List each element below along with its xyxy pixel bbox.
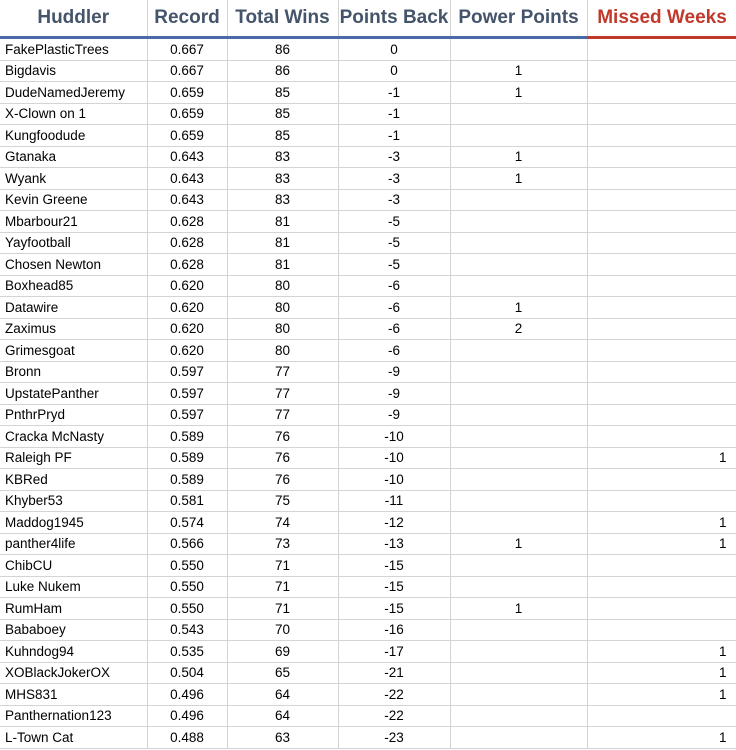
cell-power-points[interactable]: 1 xyxy=(450,168,587,190)
cell-points-back[interactable]: -3 xyxy=(338,146,450,168)
cell-record[interactable]: 0.667 xyxy=(147,60,227,82)
cell-huddler[interactable]: Raleigh PF xyxy=(0,447,147,469)
cell-huddler[interactable]: Bigdavis xyxy=(0,60,147,82)
cell-record[interactable]: 0.589 xyxy=(147,469,227,491)
cell-missed-weeks[interactable] xyxy=(587,705,736,727)
cell-missed-weeks[interactable] xyxy=(587,189,736,211)
cell-total-wins[interactable]: 83 xyxy=(227,189,338,211)
cell-total-wins[interactable]: 63 xyxy=(227,727,338,749)
table-row xyxy=(0,318,736,340)
cell-total-wins[interactable]: 80 xyxy=(227,275,338,297)
cell-power-points[interactable] xyxy=(450,512,587,534)
cell-power-points[interactable] xyxy=(450,340,587,362)
table-row xyxy=(0,598,736,620)
cell-power-points[interactable] xyxy=(450,103,587,125)
cell-missed-weeks[interactable]: 1 xyxy=(587,641,736,663)
cell-total-wins[interactable]: 77 xyxy=(227,383,338,405)
cell-missed-weeks[interactable] xyxy=(587,82,736,104)
cell-total-wins[interactable]: 76 xyxy=(227,426,338,448)
cell-huddler[interactable]: Wyank xyxy=(0,168,147,190)
cell-power-points[interactable]: 1 xyxy=(450,297,587,319)
cell-record[interactable]: 0.659 xyxy=(147,103,227,125)
cell-power-points[interactable] xyxy=(450,426,587,448)
cell-power-points[interactable] xyxy=(450,619,587,641)
cell-missed-weeks[interactable] xyxy=(587,576,736,598)
cell-huddler[interactable]: KBRed xyxy=(0,469,147,491)
cell-total-wins[interactable]: 80 xyxy=(227,318,338,340)
cell-power-points[interactable] xyxy=(450,383,587,405)
table-row xyxy=(0,38,736,61)
cell-power-points[interactable] xyxy=(450,254,587,276)
table-row xyxy=(0,60,736,82)
cell-points-back[interactable]: -12 xyxy=(338,512,450,534)
cell-huddler[interactable]: Zaximus xyxy=(0,318,147,340)
cell-points-back[interactable]: -9 xyxy=(338,404,450,426)
table-row xyxy=(0,404,736,426)
cell-huddler[interactable]: Bababoey xyxy=(0,619,147,641)
header-record[interactable]: Record xyxy=(147,0,227,38)
cell-huddler[interactable]: Grimesgoat xyxy=(0,340,147,362)
cell-huddler[interactable]: Bronn xyxy=(0,361,147,383)
cell-points-back[interactable]: -15 xyxy=(338,555,450,577)
cell-record[interactable]: 0.496 xyxy=(147,705,227,727)
cell-record[interactable]: 0.643 xyxy=(147,189,227,211)
cell-total-wins[interactable]: 80 xyxy=(227,340,338,362)
cell-power-points[interactable] xyxy=(450,705,587,727)
cell-points-back[interactable]: -1 xyxy=(338,82,450,104)
cell-record[interactable]: 0.643 xyxy=(147,168,227,190)
cell-power-points[interactable]: 1 xyxy=(450,598,587,620)
cell-record[interactable]: 0.628 xyxy=(147,232,227,254)
cell-huddler[interactable]: Panthernation123 xyxy=(0,705,147,727)
cell-total-wins[interactable]: 85 xyxy=(227,82,338,104)
cell-missed-weeks[interactable] xyxy=(587,38,736,61)
cell-huddler[interactable]: Kungfoodude xyxy=(0,125,147,147)
header-missed-weeks[interactable]: Missed Weeks xyxy=(587,0,736,38)
cell-points-back[interactable]: -9 xyxy=(338,383,450,405)
cell-record[interactable]: 0.659 xyxy=(147,82,227,104)
cell-record[interactable]: 0.659 xyxy=(147,125,227,147)
cell-record[interactable]: 0.589 xyxy=(147,447,227,469)
cell-record[interactable]: 0.597 xyxy=(147,404,227,426)
cell-points-back[interactable]: -11 xyxy=(338,490,450,512)
cell-huddler[interactable]: Kevin Greene xyxy=(0,189,147,211)
cell-points-back[interactable]: -13 xyxy=(338,533,450,555)
cell-points-back[interactable]: 0 xyxy=(338,38,450,61)
table-row xyxy=(0,125,736,147)
cell-power-points[interactable]: 1 xyxy=(450,82,587,104)
cell-missed-weeks[interactable]: 1 xyxy=(587,447,736,469)
cell-record[interactable]: 0.620 xyxy=(147,340,227,362)
cell-missed-weeks[interactable]: 1 xyxy=(587,512,736,534)
cell-missed-weeks[interactable] xyxy=(587,275,736,297)
cell-points-back[interactable]: -6 xyxy=(338,275,450,297)
cell-record[interactable]: 0.574 xyxy=(147,512,227,534)
cell-total-wins[interactable]: 71 xyxy=(227,555,338,577)
table-row xyxy=(0,361,736,383)
cell-record[interactable]: 0.535 xyxy=(147,641,227,663)
cell-power-points[interactable] xyxy=(450,275,587,297)
cell-record[interactable]: 0.581 xyxy=(147,490,227,512)
cell-total-wins[interactable]: 76 xyxy=(227,447,338,469)
table-row xyxy=(0,619,736,641)
cell-total-wins[interactable]: 64 xyxy=(227,705,338,727)
cell-power-points[interactable] xyxy=(450,211,587,233)
cell-points-back[interactable]: -1 xyxy=(338,125,450,147)
table-row xyxy=(0,576,736,598)
cell-total-wins[interactable]: 71 xyxy=(227,598,338,620)
cell-total-wins[interactable]: 81 xyxy=(227,254,338,276)
table-row xyxy=(0,383,736,405)
cell-points-back[interactable]: -23 xyxy=(338,727,450,749)
cell-missed-weeks[interactable]: 1 xyxy=(587,533,736,555)
cell-missed-weeks[interactable] xyxy=(587,211,736,233)
cell-total-wins[interactable]: 76 xyxy=(227,469,338,491)
cell-missed-weeks[interactable] xyxy=(587,619,736,641)
table-row xyxy=(0,447,736,469)
cell-power-points[interactable] xyxy=(450,727,587,749)
cell-missed-weeks[interactable] xyxy=(587,146,736,168)
cell-total-wins[interactable]: 73 xyxy=(227,533,338,555)
cell-huddler[interactable]: DudeNamedJeremy xyxy=(0,82,147,104)
table-row xyxy=(0,662,736,684)
cell-points-back[interactable]: -1 xyxy=(338,103,450,125)
cell-power-points[interactable] xyxy=(450,662,587,684)
cell-missed-weeks[interactable] xyxy=(587,598,736,620)
cell-points-back[interactable]: -10 xyxy=(338,469,450,491)
cell-points-back[interactable]: -5 xyxy=(338,254,450,276)
cell-missed-weeks[interactable] xyxy=(587,297,736,319)
cell-missed-weeks[interactable] xyxy=(587,404,736,426)
cell-points-back[interactable]: -3 xyxy=(338,168,450,190)
cell-huddler[interactable]: Cracka McNasty xyxy=(0,426,147,448)
header-power-points[interactable]: Power Points xyxy=(450,0,587,38)
cell-power-points[interactable] xyxy=(450,555,587,577)
cell-power-points[interactable] xyxy=(450,232,587,254)
cell-power-points[interactable] xyxy=(450,38,587,61)
cell-power-points[interactable] xyxy=(450,404,587,426)
cell-record[interactable]: 0.589 xyxy=(147,426,227,448)
cell-total-wins[interactable]: 69 xyxy=(227,641,338,663)
cell-missed-weeks[interactable] xyxy=(587,555,736,577)
cell-power-points[interactable] xyxy=(450,576,587,598)
cell-points-back[interactable]: 0 xyxy=(338,60,450,82)
cell-power-points[interactable] xyxy=(450,684,587,706)
cell-missed-weeks[interactable] xyxy=(587,254,736,276)
table-row xyxy=(0,168,736,190)
table-row xyxy=(0,254,736,276)
cell-missed-weeks[interactable] xyxy=(587,103,736,125)
cell-total-wins[interactable]: 64 xyxy=(227,684,338,706)
cell-points-back[interactable]: -16 xyxy=(338,619,450,641)
table-row xyxy=(0,275,736,297)
cell-missed-weeks[interactable]: 1 xyxy=(587,727,736,749)
table-body xyxy=(0,38,736,749)
header-points-back[interactable]: Points Back xyxy=(338,0,450,38)
cell-missed-weeks[interactable] xyxy=(587,232,736,254)
cell-missed-weeks[interactable] xyxy=(587,490,736,512)
cell-missed-weeks[interactable]: 1 xyxy=(587,684,736,706)
cell-total-wins[interactable]: 81 xyxy=(227,211,338,233)
cell-record[interactable]: 0.620 xyxy=(147,318,227,340)
cell-total-wins[interactable]: 86 xyxy=(227,60,338,82)
cell-power-points[interactable] xyxy=(450,189,587,211)
cell-huddler[interactable]: Gtanaka xyxy=(0,146,147,168)
table-row xyxy=(0,555,736,577)
header-huddler[interactable]: Huddler xyxy=(0,0,147,38)
cell-record[interactable]: 0.597 xyxy=(147,383,227,405)
cell-huddler[interactable]: Luke Nukem xyxy=(0,576,147,598)
cell-record[interactable]: 0.628 xyxy=(147,211,227,233)
cell-power-points[interactable] xyxy=(450,361,587,383)
table-row xyxy=(0,103,736,125)
cell-record[interactable]: 0.550 xyxy=(147,555,227,577)
cell-points-back[interactable]: -22 xyxy=(338,705,450,727)
table-row xyxy=(0,641,736,663)
cell-points-back[interactable]: -15 xyxy=(338,576,450,598)
cell-missed-weeks[interactable] xyxy=(587,125,736,147)
cell-points-back[interactable]: -3 xyxy=(338,189,450,211)
cell-huddler[interactable]: FakePlasticTrees xyxy=(0,38,147,61)
cell-total-wins[interactable]: 86 xyxy=(227,38,338,61)
cell-missed-weeks[interactable] xyxy=(587,340,736,362)
table-row xyxy=(0,490,736,512)
cell-huddler[interactable]: Datawire xyxy=(0,297,147,319)
table-row xyxy=(0,684,736,706)
cell-huddler[interactable]: X-Clown on 1 xyxy=(0,103,147,125)
cell-points-back[interactable]: -21 xyxy=(338,662,450,684)
cell-huddler[interactable]: L-Town Cat xyxy=(0,727,147,749)
cell-huddler[interactable]: UpstatePanther xyxy=(0,383,147,405)
cell-huddler[interactable]: Boxhead85 xyxy=(0,275,147,297)
cell-missed-weeks[interactable] xyxy=(587,168,736,190)
table-row xyxy=(0,82,736,104)
header-total-wins[interactable]: Total Wins xyxy=(227,0,338,38)
cell-missed-weeks[interactable] xyxy=(587,383,736,405)
cell-record[interactable]: 0.550 xyxy=(147,576,227,598)
cell-total-wins[interactable]: 77 xyxy=(227,361,338,383)
table-row xyxy=(0,297,736,319)
header-row xyxy=(0,0,736,38)
cell-record[interactable]: 0.620 xyxy=(147,275,227,297)
cell-huddler[interactable]: ChibCU xyxy=(0,555,147,577)
cell-huddler[interactable]: Khyber53 xyxy=(0,490,147,512)
cell-points-back[interactable]: -15 xyxy=(338,598,450,620)
cell-total-wins[interactable]: 71 xyxy=(227,576,338,598)
table-row xyxy=(0,533,736,555)
cell-record[interactable]: 0.628 xyxy=(147,254,227,276)
cell-record[interactable]: 0.620 xyxy=(147,297,227,319)
cell-huddler[interactable]: Mbarbour21 xyxy=(0,211,147,233)
cell-record[interactable]: 0.496 xyxy=(147,684,227,706)
cell-record[interactable]: 0.488 xyxy=(147,727,227,749)
cell-total-wins[interactable]: 83 xyxy=(227,168,338,190)
cell-huddler[interactable]: RumHam xyxy=(0,598,147,620)
cell-points-back[interactable]: -6 xyxy=(338,297,450,319)
cell-huddler[interactable]: Maddog1945 xyxy=(0,512,147,534)
cell-missed-weeks[interactable]: 1 xyxy=(587,662,736,684)
cell-missed-weeks[interactable] xyxy=(587,60,736,82)
cell-power-points[interactable] xyxy=(450,490,587,512)
cell-huddler[interactable]: MHS831 xyxy=(0,684,147,706)
table-row xyxy=(0,232,736,254)
cell-missed-weeks[interactable] xyxy=(587,426,736,448)
cell-power-points[interactable]: 1 xyxy=(450,533,587,555)
table-row xyxy=(0,512,736,534)
cell-total-wins[interactable]: 75 xyxy=(227,490,338,512)
cell-points-back[interactable]: -6 xyxy=(338,340,450,362)
cell-missed-weeks[interactable] xyxy=(587,318,736,340)
cell-record[interactable]: 0.543 xyxy=(147,619,227,641)
cell-huddler[interactable]: XOBlackJokerOX xyxy=(0,662,147,684)
cell-power-points[interactable]: 1 xyxy=(450,60,587,82)
table-row xyxy=(0,727,736,749)
cell-power-points[interactable] xyxy=(450,125,587,147)
cell-points-back[interactable]: -5 xyxy=(338,211,450,233)
cell-total-wins[interactable]: 77 xyxy=(227,404,338,426)
cell-points-back[interactable]: -10 xyxy=(338,447,450,469)
cell-points-back[interactable]: -6 xyxy=(338,318,450,340)
cell-missed-weeks[interactable] xyxy=(587,469,736,491)
cell-total-wins[interactable]: 74 xyxy=(227,512,338,534)
cell-power-points[interactable]: 1 xyxy=(450,146,587,168)
cell-huddler[interactable]: Chosen Newton xyxy=(0,254,147,276)
table-row xyxy=(0,146,736,168)
table-row xyxy=(0,189,736,211)
cell-power-points[interactable]: 2 xyxy=(450,318,587,340)
table-row xyxy=(0,705,736,727)
table-row xyxy=(0,211,736,233)
cell-record[interactable]: 0.566 xyxy=(147,533,227,555)
cell-total-wins[interactable]: 81 xyxy=(227,232,338,254)
cell-huddler[interactable]: PnthrPryd xyxy=(0,404,147,426)
cell-huddler[interactable]: panther4life xyxy=(0,533,147,555)
cell-total-wins[interactable]: 65 xyxy=(227,662,338,684)
cell-record[interactable]: 0.667 xyxy=(147,38,227,61)
cell-points-back[interactable]: -10 xyxy=(338,426,450,448)
cell-record[interactable]: 0.550 xyxy=(147,598,227,620)
cell-total-wins[interactable]: 85 xyxy=(227,103,338,125)
cell-power-points[interactable] xyxy=(450,641,587,663)
table-row xyxy=(0,469,736,491)
cell-missed-weeks[interactable] xyxy=(587,361,736,383)
cell-points-back[interactable]: -22 xyxy=(338,684,450,706)
cell-huddler[interactable]: Kuhndog94 xyxy=(0,641,147,663)
cell-total-wins[interactable]: 85 xyxy=(227,125,338,147)
cell-record[interactable]: 0.597 xyxy=(147,361,227,383)
table-row xyxy=(0,340,736,362)
cell-record[interactable]: 0.504 xyxy=(147,662,227,684)
cell-total-wins[interactable]: 70 xyxy=(227,619,338,641)
cell-points-back[interactable]: -17 xyxy=(338,641,450,663)
cell-points-back[interactable]: -9 xyxy=(338,361,450,383)
cell-total-wins[interactable]: 80 xyxy=(227,297,338,319)
cell-total-wins[interactable]: 83 xyxy=(227,146,338,168)
cell-huddler[interactable]: Yayfootball xyxy=(0,232,147,254)
cell-record[interactable]: 0.643 xyxy=(147,146,227,168)
cell-points-back[interactable]: -5 xyxy=(338,232,450,254)
cell-power-points[interactable] xyxy=(450,447,587,469)
cell-power-points[interactable] xyxy=(450,469,587,491)
table-row xyxy=(0,426,736,448)
